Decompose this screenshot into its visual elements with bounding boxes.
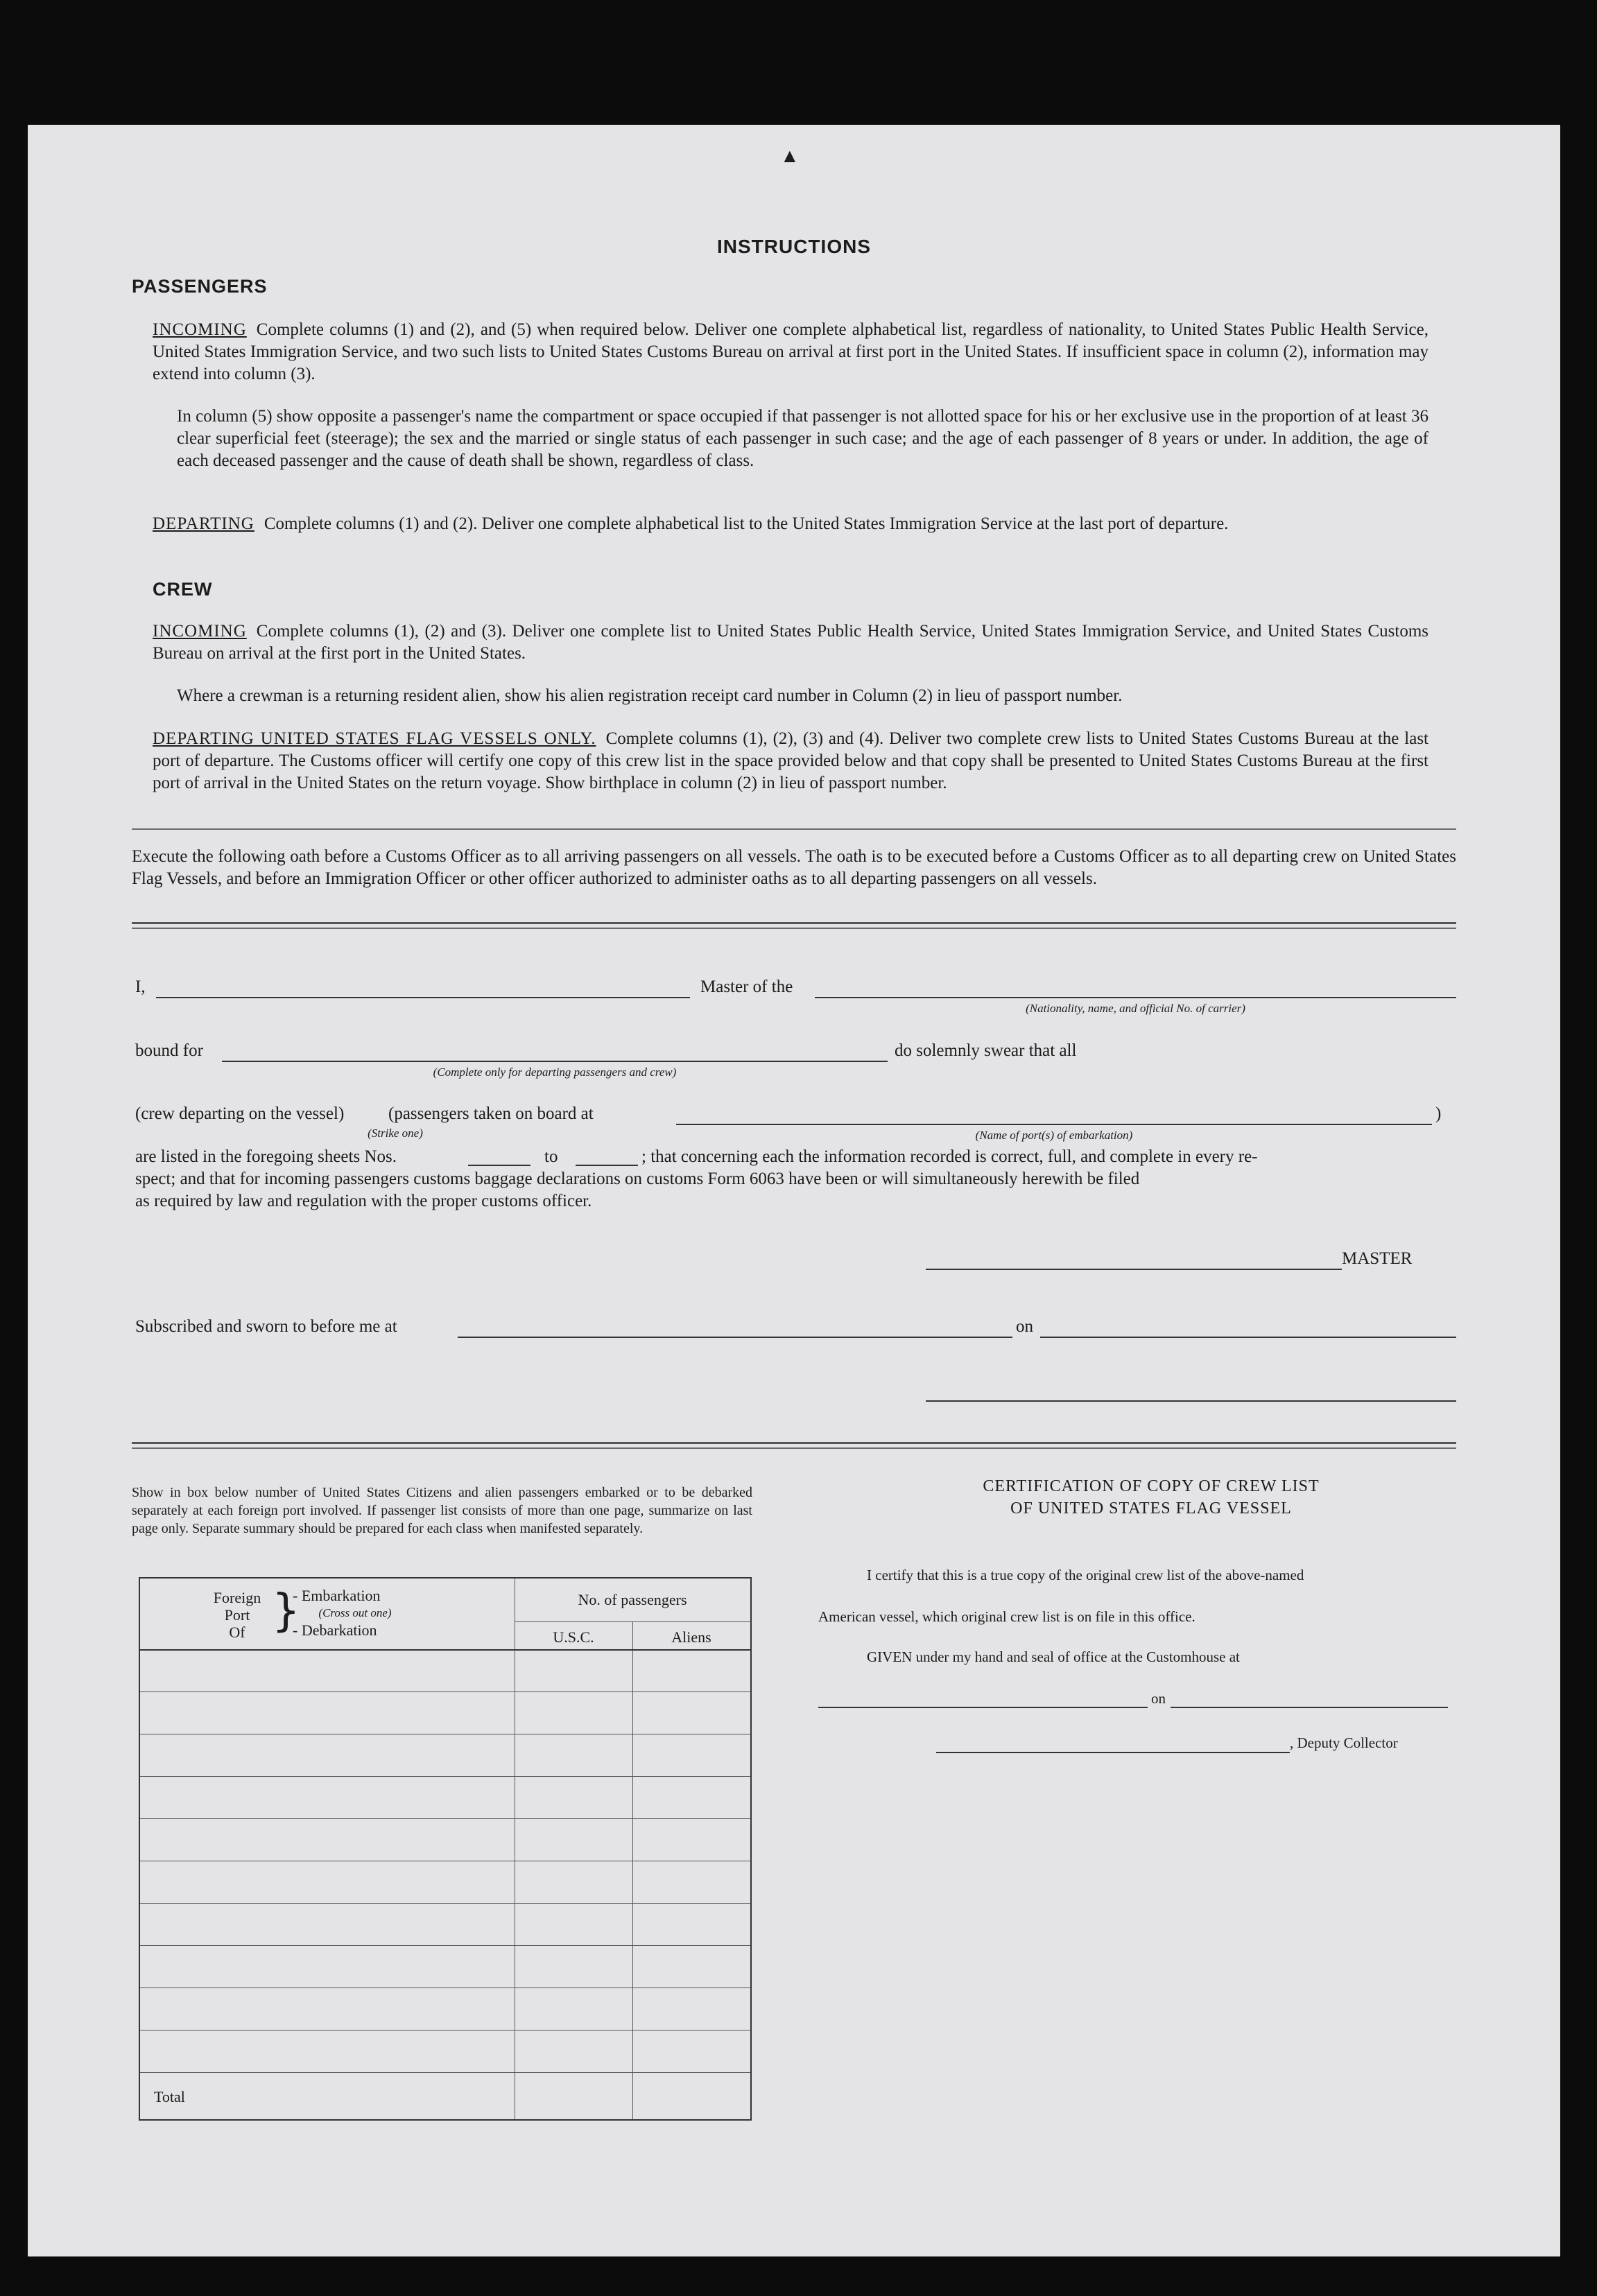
table-row[interactable] xyxy=(140,1903,750,1904)
summary-instructions: Show in box below number of United States Citizens and alien passengers embarked or to be debarked separately at each foreign port involved. If passenger list consists of more than one page, summarize on last page only. Separate summary should be prepared for each class when manifested separately. xyxy=(132,1485,752,1536)
form-sheet xyxy=(28,125,1560,2256)
of-label: Of xyxy=(229,1624,245,1641)
table-row[interactable] xyxy=(140,1776,750,1777)
listed-start: are listed in the foregoing sheets Nos. xyxy=(135,1147,397,1166)
given-label: GIVEN under my hand and seal of office at the Customhouse at xyxy=(867,1649,1240,1665)
crew-departing-text: Complete columns (1), (2), (3) and (4). Deliver two complete crew lists to United States Customs Bureau at the last port of departure. The Customs officer will certify one copy of this crew list in the space provided below and that copy shall be presented to United States Customs Bureau at the first port of arrival in the United States on the return voyage. Show birthplace in column (2) in lieu of passport number. xyxy=(153,729,1428,792)
certification-title-line2: OF UNITED STATES FLAG VESSEL xyxy=(1010,1499,1292,1517)
table-row[interactable] xyxy=(140,1818,750,1819)
master-of-label: Master of the xyxy=(700,977,793,996)
subscribed-date-field[interactable] xyxy=(1040,1337,1456,1338)
passengers-incoming-paragraph xyxy=(153,319,1428,385)
divider-double-2 xyxy=(132,928,1456,929)
brace-icon: } xyxy=(272,1585,300,1637)
incoming-label: INCOMING xyxy=(153,320,247,339)
bound-for-label: bound for xyxy=(135,1041,203,1060)
embarkation-label: - Embarkation xyxy=(293,1587,381,1604)
ports-note: (Name of port(s) of embarkation) xyxy=(975,1129,1133,1142)
divider xyxy=(132,828,1456,830)
cert-on-label: on xyxy=(1151,1690,1166,1707)
passengers-departing-paragraph xyxy=(153,513,1428,535)
table-vline xyxy=(632,1621,633,2119)
departing-text: Complete columns (1) and (2). Deliver one complete alphabetical list to the United States Immigration Service at the last port of departure. xyxy=(264,514,1229,533)
carrier-field[interactable] xyxy=(815,997,1456,998)
nationality-note: (Nationality, name, and official No. of carrier) xyxy=(1026,1002,1245,1015)
ornament-mark: ▲ xyxy=(780,146,800,167)
incoming-text: Complete columns (1) and (2), and (5) when required below. Deliver one complete alphabetical list, regardless of nationality, to United States Public Health Service, United States Immigration Service, and two such lists to United States Customs Bureau on arrival at first port in the United States. If insufficient space in column (2), information may extend into column (3). xyxy=(153,320,1428,383)
crew-departing-option[interactable]: (crew departing on the vessel) xyxy=(135,1104,345,1123)
foreign-label: Foreign xyxy=(213,1589,261,1606)
oath-i-label: I, xyxy=(135,977,146,996)
deputy-collector-label: , Deputy Collector xyxy=(1290,1734,1398,1751)
passengers-taken-option[interactable]: (passengers taken on board at xyxy=(388,1104,594,1123)
crew-incoming-text: Complete columns (1), (2) and (3). Deliver one complete list to United States Public Health Service, United States Immigration Service, and United States Customs Bureau on arrival at the first port in the United States. xyxy=(153,622,1428,663)
column5-paragraph: In column (5) show opposite a passenger's name the compartment or space occupied if that passenger is not allotted space for his or her exclusive use in the proportion of at least 36 clear superficial feet (steerage); the sex and the married or single status of each passenger in such case; and the age of each passenger of 8 years or under. In addition, the age of each deceased passenger and the cause of death shall be shown, regardless of class. xyxy=(177,407,1428,470)
customhouse-field[interactable] xyxy=(818,1707,1148,1708)
to-label: to xyxy=(544,1147,558,1166)
table-row xyxy=(140,1649,750,1651)
usc-label: U.S.C. xyxy=(553,1628,594,1646)
no-of-passengers-label: No. of passengers xyxy=(578,1591,687,1608)
on-label: on xyxy=(1016,1317,1033,1336)
certification-title xyxy=(881,1475,1422,1520)
strike-one-note: (Strike one) xyxy=(368,1127,423,1140)
embarkation-ports-field[interactable] xyxy=(676,1124,1432,1125)
summary-table xyxy=(139,1577,752,2121)
close-paren: ) xyxy=(1435,1104,1442,1123)
certify-line2: American vessel, which original crew list is on file in this office. xyxy=(818,1608,1195,1625)
complete-only-note: (Complete only for departing passengers and crew) xyxy=(433,1066,677,1079)
deputy-signature-field[interactable] xyxy=(936,1752,1290,1753)
port-label: Port xyxy=(224,1606,250,1624)
swear-label: do solemnly swear that all xyxy=(895,1041,1077,1060)
cross-out-note: (Cross out one) xyxy=(318,1606,392,1619)
officer-signature-field[interactable] xyxy=(926,1400,1456,1402)
table-row[interactable] xyxy=(140,2072,750,2073)
crewman-paragraph: Where a crewman is a returning resident alien, show his alien registration receipt card number in Column (2) in lieu of passport number. xyxy=(177,686,1123,705)
oath-intro: Execute the following oath before a Customs Officer as to all arriving passengers on all vessels. The oath is to be executed before a Customs Officer as to all departing crew on United States Flag Vessels, and before an Immigration Officer or other officer authorized to administer oaths as to all departing passengers on all vessels. xyxy=(132,847,1456,888)
table-header-divider xyxy=(515,1621,750,1622)
passengers-heading: PASSENGERS xyxy=(132,276,268,297)
instructions-title: INSTRUCTIONS xyxy=(717,236,871,257)
crew-departing-paragraph xyxy=(153,728,1428,794)
debarkation-label: - Debarkation xyxy=(293,1621,377,1639)
divider-double xyxy=(132,922,1456,924)
master-signature-field[interactable] xyxy=(926,1269,1342,1270)
table-row[interactable] xyxy=(140,1945,750,1946)
certification-title-line1: CERTIFICATION OF COPY OF CREW LIST xyxy=(983,1477,1320,1495)
listed-rest: ; that concerning each the information recorded is correct, full, and complete in every re- xyxy=(641,1147,1258,1166)
cert-date-field[interactable] xyxy=(1171,1707,1448,1708)
crew-incoming-label: INCOMING xyxy=(153,622,247,641)
bound-for-field[interactable] xyxy=(222,1061,888,1062)
listed-line3: as required by law and regulation with the proper customs officer. xyxy=(135,1192,592,1210)
total-label: Total xyxy=(154,2088,185,2105)
listed-line2: spect; and that for incoming passengers customs baggage declarations on customs Form 6063 have been or will simultaneously herewith be filed xyxy=(135,1169,1140,1188)
master-label: MASTER xyxy=(1342,1249,1413,1268)
divider-double-3 xyxy=(132,1442,1456,1444)
foreign-port-of-label xyxy=(202,1589,272,1641)
table-row[interactable] xyxy=(140,1691,750,1692)
crew-heading: CREW xyxy=(153,579,213,600)
subscribed-label: Subscribed and sworn to before me at xyxy=(135,1317,397,1336)
sheet-to-field[interactable] xyxy=(576,1165,638,1166)
subscribed-place-field[interactable] xyxy=(458,1337,1012,1338)
divider-double-4 xyxy=(132,1447,1456,1449)
certify-line1: I certify that this is a true copy of the original crew list of the above-named xyxy=(867,1567,1304,1583)
departing-label: DEPARTING xyxy=(153,514,254,533)
sheet-from-field[interactable] xyxy=(468,1165,530,1166)
crew-incoming-paragraph xyxy=(153,620,1428,665)
master-name-field[interactable] xyxy=(156,997,690,998)
aliens-label: Aliens xyxy=(671,1628,711,1646)
crew-departing-label: DEPARTING UNITED STATES FLAG VESSELS ONLY. xyxy=(153,729,596,748)
